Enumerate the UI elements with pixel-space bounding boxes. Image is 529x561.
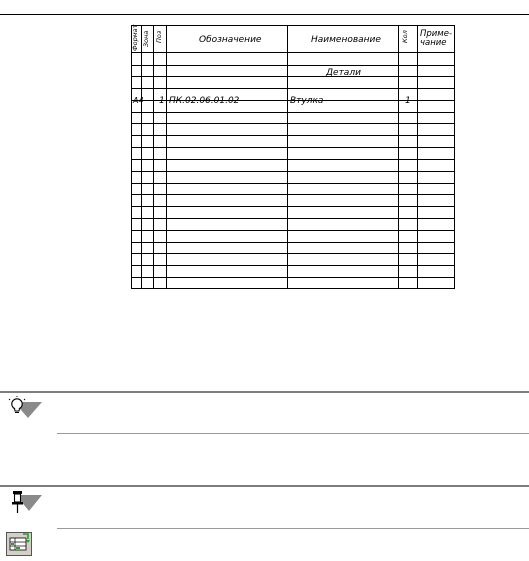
- note-block-top-rule: [0, 485, 529, 487]
- row-name: Втулка: [290, 96, 324, 106]
- header-designation: Обозначение: [199, 35, 262, 45]
- header-note-line2: чание: [420, 38, 447, 48]
- row-format: А4: [133, 96, 144, 105]
- row-quantity: 1: [405, 96, 411, 106]
- note-pushpin-icon: [4, 489, 44, 522]
- row-designation: ПК.02.06.01.02: [169, 96, 240, 106]
- table-grid: [131, 25, 455, 289]
- header-name: Наименование: [311, 35, 381, 45]
- tip-block-bottom-rule: [57, 433, 529, 434]
- header-zone: Зона: [142, 30, 150, 47]
- header-quantity: Кол: [401, 30, 409, 43]
- section-title-parts: Детали: [326, 68, 361, 78]
- row-position: 1: [159, 96, 165, 106]
- note-block-bottom-rule: [57, 528, 529, 529]
- specification-table: [131, 25, 455, 289]
- header-position: Поз: [155, 30, 163, 43]
- tip-block-top-rule: [0, 391, 529, 393]
- header-format: Формат: [131, 24, 139, 51]
- tip-lightbulb-icon: [4, 396, 44, 427]
- spec-tool-icon: [6, 532, 32, 561]
- page-top-rule: [0, 14, 529, 15]
- header-note-line1: Приме-: [420, 29, 453, 39]
